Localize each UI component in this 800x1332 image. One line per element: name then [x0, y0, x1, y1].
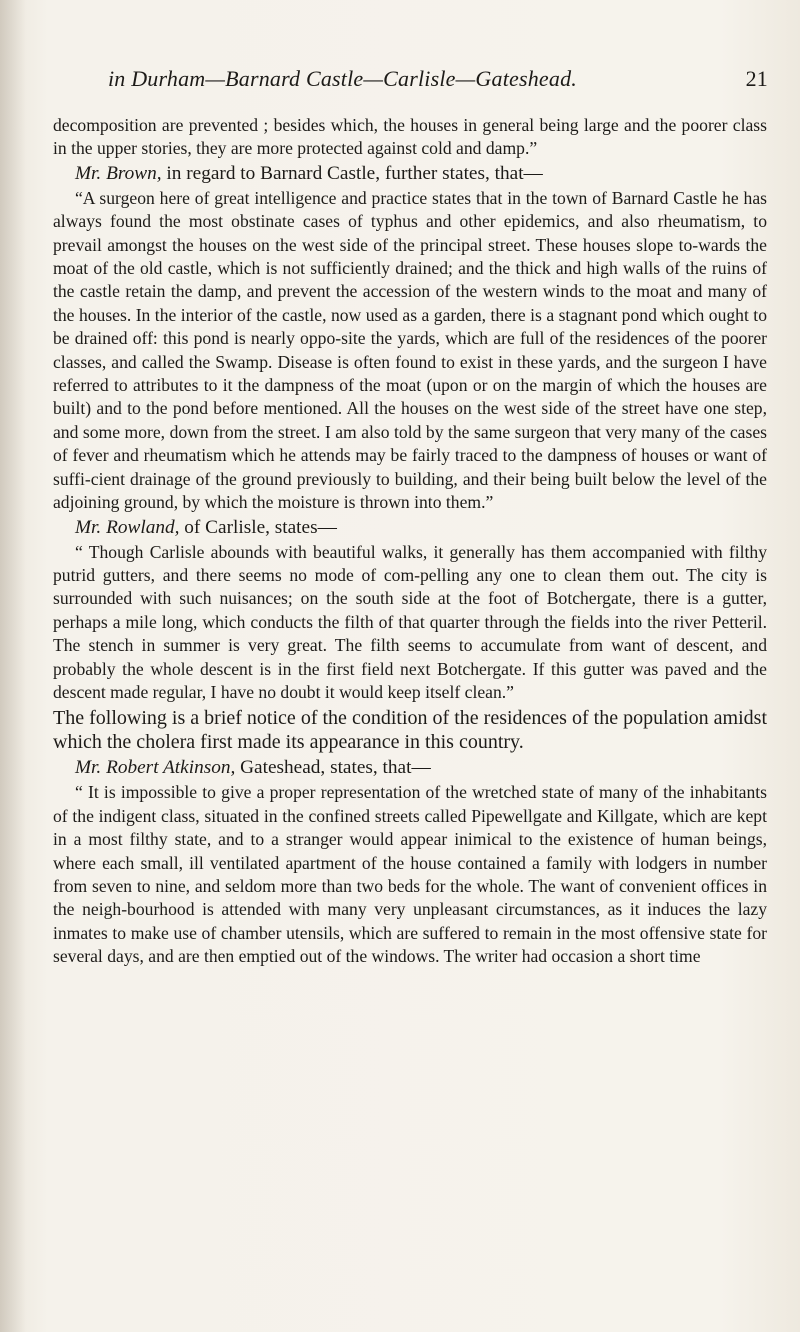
paragraph-continuation: decomposition are prevented ; besides which, the houses in general being large and the poorer class in the upper stories, they are more protected against cold and damp.”	[53, 115, 767, 159]
intro-text: Gateshead, states, that—	[235, 757, 431, 779]
running-header	[108, 66, 768, 96]
speaker-name: Mr. Robert Atkinson,	[75, 757, 236, 779]
paragraph-intro-rowland	[53, 516, 767, 540]
running-title: in Durham—Barnard Castle—Carlisle—Gateshead.	[108, 66, 577, 91]
quote-carlisle: “ Though Carlisle abounds with beautiful walks, it generally has them accompanied with filthy putrid gutters, and there seems no mode of com-pelling any one to clean them out. The city is surrounded with such nuisances; on the south side at the foot of Botchergate, there is a gutter, perhaps a mile long, which conducts the filth of that quarter through the fields into the river Petteril. The stench in summer is very great. The filth seems to accumulate from want of descent, and probably the whole descent is in the first field next Botchergate. If this gutter was paved and the descent made regular, I have no doubt it would keep itself clean.”	[53, 541, 767, 702]
binding-shadow	[0, 0, 26, 1332]
quote-gateshead: “ It is impossible to give a proper representation of the wretched state of many of the inhabitants of the indigent class, situated in the confined streets called Pipewellgate and Killgate, which are kept in a most filthy state, and to a stranger would appear inimical to the existence of human beings, where each small, ill ventilated apartment of the house contained a family with lodgers in number from seven to nine, and seldom more than two beds for the whole. The want of convenient offices in the neigh-bourhood is attended with many very unpleasant circumstances, as it induces the lazy inmates to make use of chamber utensils, which are suffered to remain in the most offensive state for several days, and are then emptied out of the windows. The writer had occasion a short time	[53, 782, 767, 967]
intro-text: in regard to Barnard Castle, further states, that—	[161, 162, 543, 184]
paragraph-cholera-notice: The following is a brief notice of the condition of the residences of the population amidst which the cholera first made its appearance in this country.	[53, 707, 767, 754]
quote-barnard-castle: “A surgeon here of great intelligence and practice states that in the town of Barnard Castle he has always found the most obstinate cases of typhus and other epidemics, and also rheumatism, to prevail amongst the houses on the west side of the principal street. These houses slope to-wards the moat of the old castle, which is not sufficiently drained; and the thick and high walls of the ruins of the castle retain the damp, and prevent the accession of the western winds to the moat and many of the houses. In the interior of the castle, now used as a garden, there is a stagnant pond which ought to be drained off: this pond is nearly oppo-site the yards, which are full of the residences of the poorer classes, and called the Swamp. Disease is often found to exist in these yards, and the surgeon I have referred to attributes to it the dampness of the moat (upon or on the margin of which the houses are built) and to the pond before mentioned. All the houses on the west side of the street have one step, and some more, down from the street. I am also told by the same surgeon that very many of the cases of fever and rheumatism which he attends may be fairly traced to the dampness of houses or want of suffi-cient drainage of the ground previously to building, and their being built below the level of the adjoining ground, by which the moisture is thrown into them.”	[53, 187, 767, 513]
paragraph-intro-brown	[53, 162, 767, 186]
intro-text: of Carlisle, states—	[179, 516, 337, 538]
speaker-name: Mr. Brown,	[75, 162, 162, 184]
page-body	[53, 114, 767, 969]
paragraph-intro-atkinson	[53, 756, 767, 780]
speaker-name: Mr. Rowland,	[75, 516, 180, 538]
page-number: 21	[745, 66, 768, 91]
